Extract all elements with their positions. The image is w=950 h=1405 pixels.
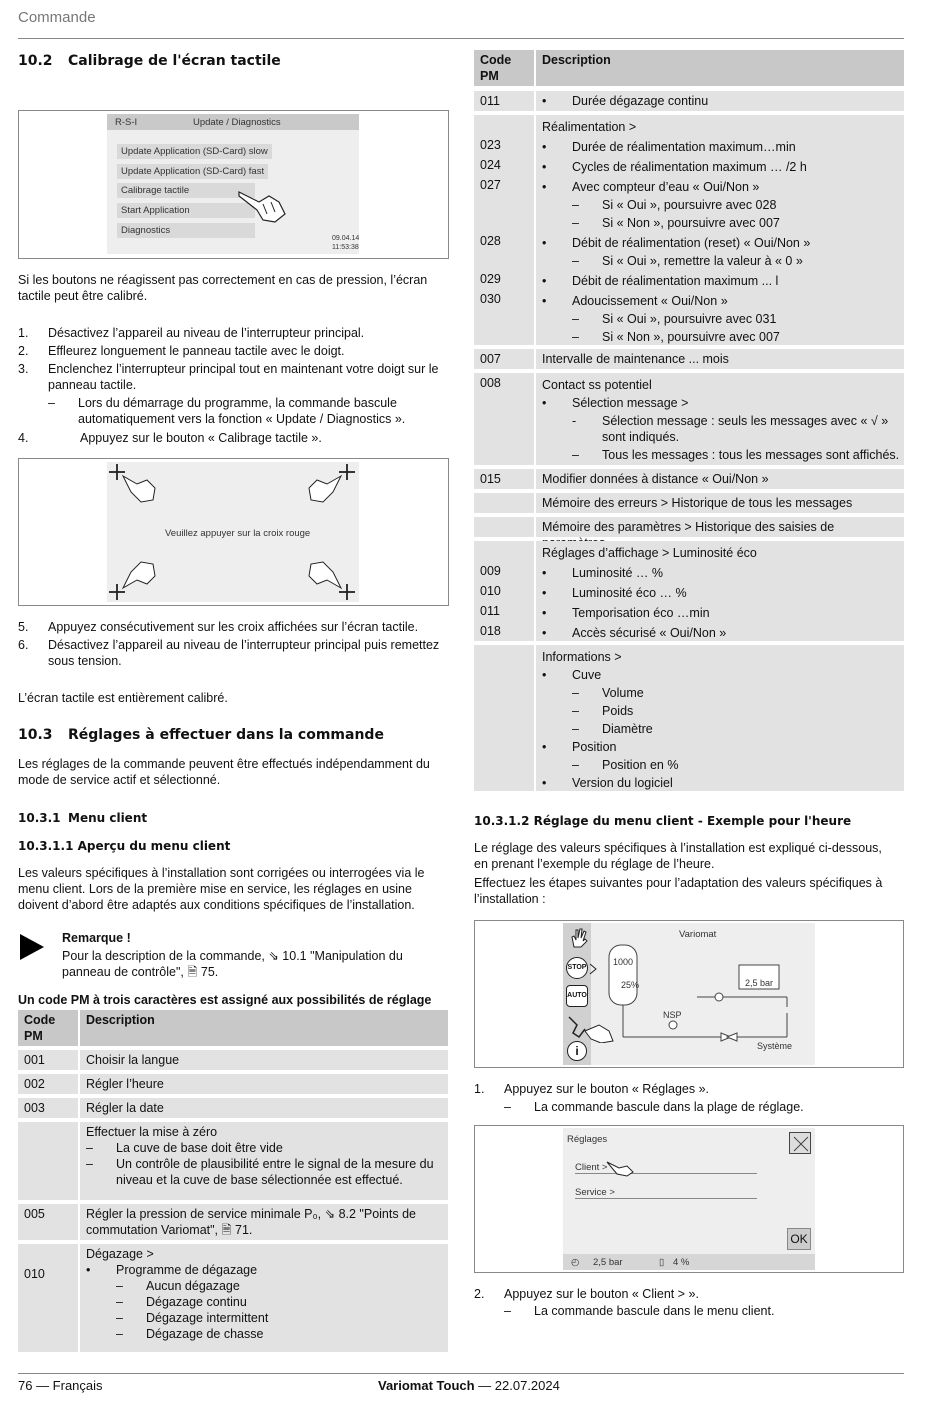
hand-icon[interactable]: [567, 927, 589, 949]
screen-header-bar: [107, 114, 359, 130]
close-button[interactable]: [789, 1132, 811, 1154]
client-menu-paragraph: Les valeurs spécifiques à l’installation sont corrigées ou interrogées via le menu client. Lors de la première mise en service, les réglages en usine doivent d’abord être adaptés aux conditions spécifiques de l’installation.: [18, 866, 425, 912]
pointing-hand-icon: [235, 184, 295, 224]
section-number: 10.3: [18, 727, 53, 743]
tank-level: 25%: [621, 980, 640, 990]
code-010-cell: 010: [18, 1244, 78, 1352]
desc-007: Intervalle de maintenance ... mois: [536, 349, 904, 369]
calibrage-tactile-button[interactable]: Calibrage tactile: [117, 183, 255, 198]
code-008: 008: [474, 373, 534, 465]
pressure-gauge-icon: ◴: [571, 1257, 580, 1268]
desc-003: Régler la date: [80, 1098, 448, 1118]
status-level: 4 %: [673, 1257, 690, 1268]
desc-zero: Effectuer la mise à zéro – La cuve de base doit être vide – Un contrôle de plausibilité entre le signal de la mesure du niveau et la cuve de base sélectionnée est effectué.: [80, 1122, 448, 1200]
tank-volume: 1000: [613, 957, 634, 967]
stop-arrow-icon: [589, 963, 597, 975]
desc-memoire-erreurs: Mémoire des erreurs > Historique de tous les messages: [536, 493, 904, 513]
desc-010: Dégazage > • Programme de dégazage – Aucun dégazage – Dégazage continu – Dégazage intermittent – Dégazage de chasse: [80, 1244, 448, 1352]
reglages-screen: [563, 1128, 815, 1270]
desc-015: Modifier données à distance « Oui/Non »: [536, 469, 904, 489]
screen-date: 09.04.14: [332, 235, 360, 242]
section-title: Réglages à effectuer dans la commande: [68, 727, 384, 743]
footer-product: Variomat Touch — 22.07.2024: [378, 1378, 560, 1393]
section-10-3-1-heading: [18, 810, 147, 826]
realim-codes: 023 024 027 028 029 030: [474, 115, 534, 345]
settings-intro: Les réglages de la commande peuvent être effectués indépendamment du mode de service actif et sélectionné.: [18, 757, 430, 787]
variomat-home-figure: [474, 920, 904, 1068]
nsp-label: NSP: [663, 1010, 682, 1020]
diagnostics-screen: [107, 114, 359, 254]
close-icon: [790, 1133, 812, 1155]
desc-001: Choisir la langue: [80, 1050, 448, 1070]
note-text[interactable]: Pour la description de la commande, ⇘ 10.1 "Manipulation du panneau de contrôle", 🗎 75.: [62, 949, 403, 979]
variomat-title: Variomat: [679, 929, 717, 940]
info-icon[interactable]: i: [567, 1041, 587, 1061]
desc-005: Régler la pression de service minimale P₀, ⇘ 8.2 "Points de commutation Variomat", 🗎 71.: [80, 1204, 448, 1240]
running-header: Commande: [18, 9, 96, 26]
start-application-button[interactable]: Start Application: [117, 203, 255, 218]
code-empty: [474, 517, 534, 537]
desc-011: • Durée dégazage continu: [536, 91, 904, 111]
header-divider: [18, 38, 904, 39]
pointing-hand-icon: [605, 1158, 635, 1178]
code-003: 003: [18, 1098, 78, 1118]
note-title: Remarque !: [62, 931, 131, 945]
screen-time: 11:53:38: [332, 244, 359, 251]
section-10-3-heading: [18, 727, 384, 743]
stop-button[interactable]: STOP: [566, 957, 588, 979]
affichage-codes: 009 010 011 018: [474, 541, 534, 641]
code-005: 005: [18, 1204, 78, 1240]
section-10-3-1-1-heading: 10.3.1.1 Aperçu du menu client: [18, 839, 231, 853]
screen-header-left: R-S-I: [115, 117, 138, 128]
reglages-figure: [474, 1125, 904, 1273]
diagnostics-button[interactable]: Diagnostics: [117, 223, 255, 238]
realim-desc: Réalimentation > • Durée de réalimentation maximum…min • Cycles de réalimentation maximum … /2 h • Avec compteur d’eau « Oui/Non » – Si « Oui », poursuivre avec 028 – Si « Non », poursuivre avec 007 • Débit de réalimentation (reset) « Oui/Non » – Si « Oui », remettre la valeur à « 0 » • Débit de réalimentation maximum ... l • Adoucissement « Oui/Non » – Si « Oui », poursuivre avec 031 – Si « Non », poursuivre avec 007: [536, 115, 904, 345]
code-empty: [474, 645, 534, 791]
desc-memoire-parametres: Mémoire des paramètres > Historique des saisies de: [536, 517, 904, 537]
status-pressure: 2,5 bar: [593, 1257, 623, 1268]
reglages-title: Réglages: [567, 1134, 608, 1145]
section-10-2-heading: [18, 53, 281, 69]
calibration-cross-figure: [18, 458, 449, 606]
code-empty: [18, 1122, 78, 1200]
example-paragraph-1: Le réglage des valeurs spécifiques à l’installation est expliqué ci-dessous, en prenant l’exemple du réglage de l’heure.: [474, 841, 882, 871]
footer-page-number: 76 — Français: [18, 1378, 103, 1393]
desc-008: Contact ss potentiel • Sélection message > - Sélection message : seuls les messages avec « √ » sont indiqués. – Tous les messages : tous les messages sont affichés.: [536, 373, 904, 465]
desc-002: Régler l’heure: [80, 1074, 448, 1094]
calibration-prompt: Veuillez appuyer sur la croix rouge: [165, 528, 311, 539]
section-number: 10.3.1: [18, 811, 61, 825]
code-011: 011: [474, 91, 534, 111]
screen-header-title: Update / Diagnostics: [193, 117, 281, 128]
code-015: 015: [474, 469, 534, 489]
example-paragraph-2: Effectuez les étapes suivantes pour l’adaptation des valeurs spécifiques à l’installation :: [474, 876, 883, 906]
note-arrow-icon: [18, 932, 46, 962]
footer-divider: [18, 1373, 904, 1374]
ok-button[interactable]: OK: [787, 1228, 811, 1250]
client-divider: [575, 1173, 757, 1174]
code-002: 002: [18, 1074, 78, 1094]
code-001: 001: [18, 1050, 78, 1070]
tank-level-icon: ▯: [659, 1257, 665, 1268]
section-title: Menu client: [68, 811, 148, 825]
informations-desc: Informations > • Cuve – Volume – Poids – Diamètre • Position – Position en % • Version du logiciel: [536, 645, 904, 791]
variomat-screen: [563, 923, 815, 1065]
update-fast-button[interactable]: Update Application (SD-Card) fast: [117, 164, 268, 179]
calibration-result: L’écran tactile est entièrement calibré.: [18, 691, 228, 705]
client-menu-button[interactable]: Client >: [575, 1162, 608, 1173]
section-10-3-1-2-heading: 10.3.1.2 Réglage du menu client - Exemple pour l'heure: [474, 814, 852, 828]
table-caption: Un code PM à trois caractères est assigné aux possibilités de réglage: [18, 993, 432, 1007]
header-code: Code PM: [474, 50, 534, 86]
auto-button[interactable]: AUTO: [566, 985, 588, 1007]
calibration-screen: [107, 462, 359, 602]
affichage-desc: Réglages d’affichage > Luminosité éco • Luminosité … % • Luminosité éco … % • Temporisation éco …min • Accès sécurisé « Oui/Non »: [536, 541, 904, 641]
section-number: 10.2: [18, 53, 53, 69]
header-description: Description: [536, 50, 904, 86]
calibration-intro: Si les boutons ne réagissent pas correctement en cas de pression, l’écran tactile peut être calibré.: [18, 273, 428, 303]
update-slow-button[interactable]: Update Application (SD-Card) slow: [117, 144, 272, 159]
system-pressure: 2,5 bar: [745, 978, 774, 988]
status-bar: [563, 1254, 815, 1270]
service-menu-button[interactable]: Service >: [575, 1187, 615, 1198]
section-title: Calibrage de l'écran tactile: [68, 53, 281, 69]
code-empty: [474, 493, 534, 513]
code-007: 007: [474, 349, 534, 369]
system-label: Système: [757, 1041, 793, 1051]
header-code: Code PM: [18, 1010, 78, 1046]
header-description: Description: [80, 1010, 448, 1046]
service-divider: [575, 1198, 757, 1199]
update-diagnostics-figure: [18, 110, 449, 259]
